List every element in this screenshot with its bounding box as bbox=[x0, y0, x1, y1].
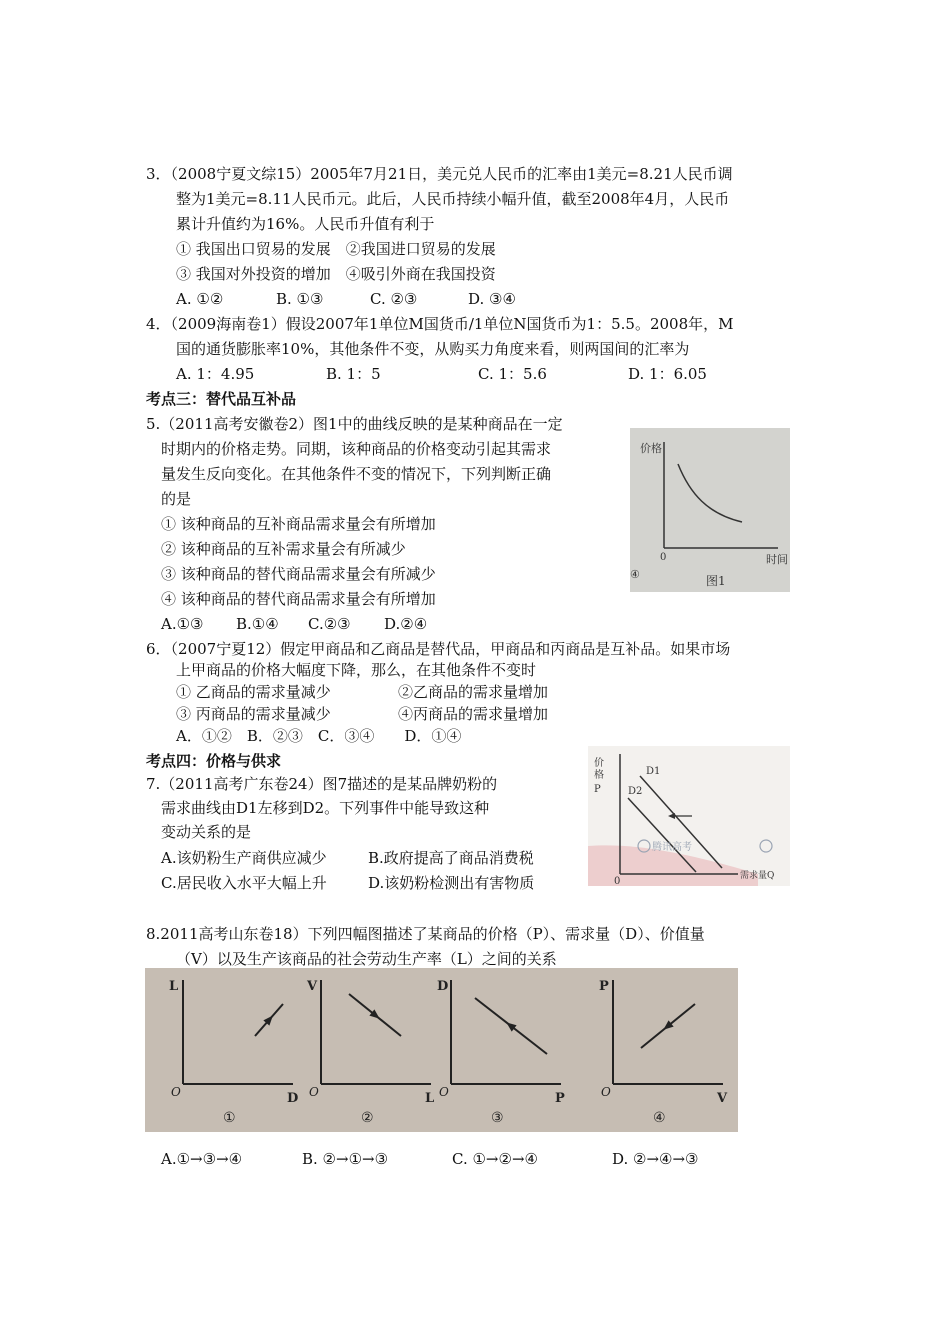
q7-option-a: A.该奶粉生产商供应减少 bbox=[161, 849, 327, 867]
q5-option-c: C.②③ bbox=[308, 615, 351, 633]
q5-line-4: 的是 bbox=[161, 490, 192, 508]
q7-line-1: 7.（2011高考广东卷24）图7描述的是某品牌奶粉的 bbox=[146, 775, 498, 793]
q6-line-5: ③ 丙商品的需求量减少 bbox=[176, 705, 331, 723]
panel-number: ② bbox=[361, 1110, 374, 1126]
q3-line-5: ③ 我国对外投资的增加 ④吸引外商在我国投资 bbox=[176, 265, 496, 283]
q7-line-3: 变动关系的是 bbox=[161, 823, 252, 841]
fig7-d2-label: D2 bbox=[628, 786, 643, 797]
q8-option-d: D. ②→④→③ bbox=[612, 1150, 699, 1168]
q3-line-4: ① 我国出口贸易的发展 ②我国进口贸易的发展 bbox=[176, 240, 496, 258]
q6-options: A．①② B．②③ C．③④ D．①④ bbox=[176, 727, 462, 745]
panel-y-label: P bbox=[599, 979, 609, 994]
fig1-xlabel: 时间 bbox=[766, 553, 788, 566]
q6-line-1: 6．（2007宁夏12）假定甲商品和乙商品是替代品，甲商品和丙商品是互补品。如果市场 bbox=[146, 640, 731, 658]
panel-number: ④ bbox=[653, 1110, 666, 1126]
fig7-d1-label: D1 bbox=[646, 766, 661, 777]
section-heading-3: 考点三：替代品互补品 bbox=[146, 390, 297, 408]
q3-option-d: D. ③④ bbox=[468, 290, 516, 308]
q8-option-a: A.①→③→④ bbox=[161, 1150, 243, 1168]
fig7-xlabel: 需求量Q bbox=[740, 871, 775, 881]
q7-option-c: C.居民收入水平大幅上升 bbox=[161, 874, 327, 892]
fig7-origin: 0 bbox=[614, 876, 621, 886]
q5-option-b: B.①④ bbox=[236, 615, 279, 633]
q5-option-a: A.①③ bbox=[161, 615, 204, 633]
panel-origin: O bbox=[171, 1085, 181, 1099]
q3-line-3: 累计升值约为16%。人民币升值有利于 bbox=[176, 215, 435, 233]
q3-line-2: 整为1美元=8.11人民币元。此后，人民币持续小幅升值，截至2008年4月，人民币 bbox=[176, 190, 730, 208]
panel-y-label: V bbox=[307, 979, 318, 994]
q4-option-b: B. 1：5 bbox=[326, 365, 381, 383]
q4-option-a: A. 1：4.95 bbox=[176, 365, 255, 383]
panel-origin: O bbox=[439, 1085, 449, 1099]
q3-option-b: B. ①③ bbox=[276, 290, 324, 308]
q5-line-5: ① 该种商品的互补商品需求量会有所增加 bbox=[161, 515, 436, 533]
q8-option-b: B. ②→①→③ bbox=[302, 1150, 389, 1168]
q7-line-2: 需求曲线由D1左移到D2。下列事件中能导致这种 bbox=[161, 799, 490, 817]
fig7-ylabel-2: 格 bbox=[594, 770, 604, 781]
q4-option-c: C. 1：5.6 bbox=[478, 365, 547, 383]
q5-line-1: 5.（2011高考安徽卷2）图1中的曲线反映的是某种商品在一定 bbox=[146, 415, 563, 433]
fig1-caption: 图1 bbox=[706, 574, 726, 588]
q5-line-7: ③ 该种商品的替代商品需求量会有所减少 bbox=[161, 565, 436, 583]
figure-1-price-trend bbox=[630, 428, 790, 592]
fig7-ylabel-3: P bbox=[594, 784, 601, 795]
fig1-origin: 0 bbox=[660, 552, 667, 563]
panel-number: ① bbox=[223, 1110, 236, 1126]
q7-option-d: D.该奶粉检测出有害物质 bbox=[368, 874, 535, 892]
panel-number: ③ bbox=[491, 1110, 504, 1126]
q5-line-6: ② 该种商品的互补需求量会有所减少 bbox=[161, 540, 406, 558]
q7-option-b: B.政府提高了商品消费税 bbox=[368, 849, 534, 867]
panel-x-label: V bbox=[717, 1091, 728, 1106]
figure-7-demand-shift bbox=[588, 746, 790, 886]
fig7-watermark: 腾讯高考 bbox=[652, 842, 692, 853]
q8-line-1: 8.2011高考山东卷18）下列四幅图描述了某商品的价格（P）、需求量（D）、价值量 bbox=[146, 925, 705, 943]
q5-line-8: ④ 该种商品的替代商品需求量会有所增加 bbox=[161, 590, 436, 608]
q3-option-c: C. ②③ bbox=[370, 290, 418, 308]
panel-x-label: L bbox=[425, 1091, 435, 1106]
section-heading-4: 考点四：价格与供求 bbox=[146, 752, 282, 770]
q6-line-2: 上甲商品的价格大幅度下降，那么，在其他条件不变时 bbox=[176, 661, 537, 679]
panel-y-label: L bbox=[169, 979, 179, 994]
panel-origin: O bbox=[309, 1085, 319, 1099]
q4-option-d: D. 1：6.05 bbox=[628, 365, 707, 383]
q3-option-a: A. ①② bbox=[176, 290, 224, 308]
q5-option-d: D.②④ bbox=[384, 615, 428, 633]
fig1-corner-mark: ④ bbox=[630, 568, 640, 581]
panel-y-label: D bbox=[437, 979, 449, 994]
q6-line-4: ②乙商品的需求量增加 bbox=[398, 683, 549, 701]
q5-line-3: 量发生反向变化。在其他条件不变的情况下，下列判断正确 bbox=[161, 465, 552, 483]
panel-x-label: D bbox=[287, 1091, 299, 1106]
figure-8-four-panels bbox=[145, 968, 738, 1132]
q8-line-2: （V）以及生产该商品的社会劳动生产率（L）之间的关系 bbox=[176, 950, 557, 968]
q6-line-6: ④丙商品的需求量增加 bbox=[398, 705, 549, 723]
panel-x-label: P bbox=[555, 1091, 565, 1106]
q5-line-2: 时期内的价格走势。同期，该种商品的价格变动引起其需求 bbox=[161, 440, 552, 458]
fig1-ylabel: 价格 bbox=[640, 442, 662, 455]
panel-origin: O bbox=[601, 1085, 611, 1099]
q6-line-3: ① 乙商品的需求量减少 bbox=[176, 683, 331, 701]
fig7-ylabel-1: 价 bbox=[594, 758, 604, 769]
q4-line-2: 国的通货膨胀率10%，其他条件不变，从购买力角度来看，则两国间的汇率为 bbox=[176, 340, 690, 358]
q4-line-1: 4．（2009海南卷1）假设2007年1单位M国货币/1单位N国货币为1：5.5。2008年，M bbox=[146, 315, 734, 333]
q8-option-c: C. ①→②→④ bbox=[452, 1150, 538, 1168]
q3-line-1: 3．（2008宁夏文综15）2005年7月21日，美元兑人民币的汇率由1美元=8.21人民币调 bbox=[146, 165, 733, 183]
